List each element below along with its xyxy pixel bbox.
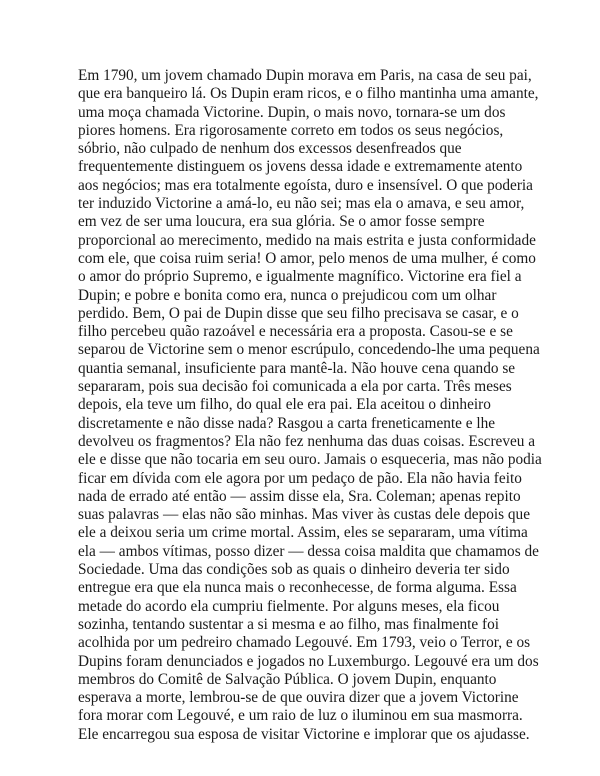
text-line: Dupins foram denunciados e jogados no Luxemburgo. Legouvé era um dos <box>78 652 539 670</box>
body-paragraph <box>78 67 542 744</box>
text-line: depois, ela teve um filho, do qual ele era pai. Ela aceitou o dinheiro <box>78 396 491 414</box>
text-line: discretamente e não disse nada? Rasgou a carta freneticamente e lhe <box>78 414 496 432</box>
text-line: Sociedade. Uma das condições sob as quais o dinheiro deveria ter sido <box>78 561 510 579</box>
text-line: Em 1790, um jovem chamado Dupin morava em Paris, na casa de seu pai, <box>78 67 532 84</box>
text-line: separaram, pois sua decisão foi comunicada a ela por carta. Três meses <box>78 378 512 396</box>
text-line: aos negócios; mas era totalmente egoísta, duro e insensível. O que poderia <box>78 176 533 194</box>
text-line: em vez de ser uma loucura, era sua glória. Se o amor fosse sempre <box>78 213 485 231</box>
text-line: ele a deixou seria um crime mortal. Assim, eles se separaram, uma vítima <box>78 524 528 542</box>
text-line: fora morar com Legouvé, e um raio de luz o iluminou em sua masmorra. <box>78 707 523 725</box>
text-line: que era banqueiro lá. Os Dupin eram ricos, e o filho mantinha uma amante, <box>78 85 539 103</box>
text-line: filho percebeu quão razoável e necessária era a proposta. Casou-se e se <box>78 323 513 341</box>
text-line: proporcional ao merecimento, medido na mais estrita e justa conformidade <box>78 231 536 249</box>
text-line: entregue era que ela nunca mais o reconhecesse, de forma alguma. Essa <box>78 579 517 597</box>
text-line: suas palavras — elas não são minhas. Mas viver às custas dele depois que <box>78 506 530 524</box>
text-line: sóbrio, não culpado de nenhum dos excessos desenfreados que <box>78 140 462 158</box>
text-line: Dupin; e pobre e bonita como era, nunca o prejudicou com um olhar <box>78 286 497 304</box>
text-line: ter induzido Victorine a amá-lo, eu não sei; mas ela o amava, e seu amor, <box>78 195 525 213</box>
text-line: com ele, que coisa ruim seria! O amor, pelo menos de uma mulher, é como <box>78 249 536 267</box>
text-line: devolveu os fragmentos? Ela não fez nenhuma das duas coisas. Escreveu a <box>78 432 536 450</box>
text-line: Ele encarregou sua esposa de visitar Victorine e implorar que os ajudasse. <box>78 725 530 743</box>
text-line: perdido. Bem, O pai de Dupin disse que seu filho precisava se casar, e o <box>78 304 519 322</box>
text-line: piores homens. Era rigorosamente correto em todos os seus negócios, <box>78 121 504 139</box>
text-line: quantia semanal, insuficiente para mantê-la. Não houve cena quando se <box>78 359 516 377</box>
text-line: o amor do próprio Supremo, e igualmente magnífico. Victorine era fiel a <box>78 268 522 286</box>
text-line: nada de errado até então — assim disse ela, Sra. Coleman; apenas repito <box>78 487 521 505</box>
text-line: ficar em dívida com ele agora por um pedaço de pão. Ela não havia feito <box>78 469 522 487</box>
text-line: membros do Comitê de Salvação Pública. O jovem Dupin, enquanto <box>78 670 497 688</box>
text-line: frequentemente distinguem os jovens dessa idade e extremamente atento <box>78 158 523 176</box>
text-line: metade do acordo ela cumpriu fielmente. Por alguns meses, ela ficou <box>78 597 500 615</box>
text-line: uma moça chamada Victorine. Dupin, o mais novo, tornara-se um dos <box>78 103 506 121</box>
text-line: sozinha, tentando sustentar a si mesma e ao filho, mas finalmente foi <box>78 615 499 633</box>
text-line: ela — ambos vítimas, posso dizer — dessa coisa maldita que chamamos de <box>78 542 539 560</box>
text-line: acolhida por um pedreiro chamado Legouvé. Em 1793, veio o Terror, e os <box>78 634 531 652</box>
text-line: esperava a morte, lembrou-se de que ouvira dizer que a jovem Victorine <box>78 689 519 707</box>
text-line: separou de Victorine sem o menor escrúpulo, concedendo-lhe uma pequena <box>78 341 540 359</box>
text-line: ele e disse que não tocaria em seu ouro. Jamais o esqueceria, mas não podia <box>78 451 542 469</box>
